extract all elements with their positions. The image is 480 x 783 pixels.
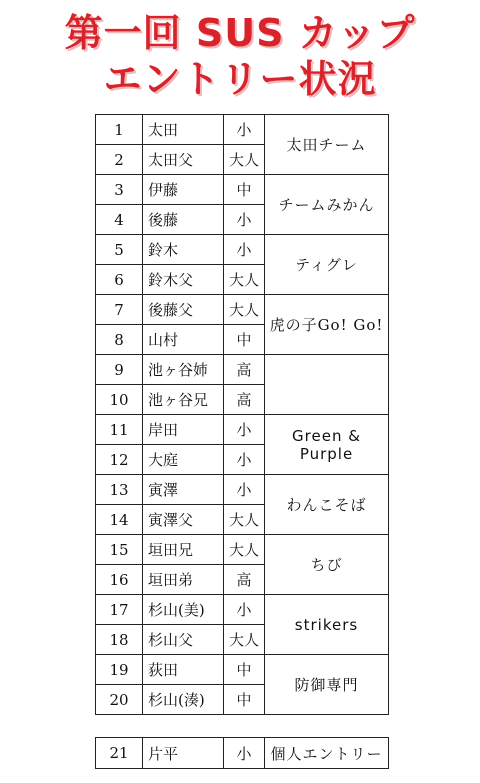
player-class: 大人 — [224, 505, 265, 535]
table-row — [96, 235, 389, 265]
player-name: 寅澤父 — [143, 505, 224, 535]
team-name: チームみかん — [265, 175, 389, 235]
table-row — [96, 655, 389, 685]
entry-number: 15 — [96, 535, 143, 565]
entry-number: 21 — [96, 738, 143, 769]
entry-number: 4 — [96, 205, 143, 235]
team-name: 個人エントリー — [265, 738, 389, 769]
player-class: 大人 — [224, 295, 265, 325]
player-class: 小 — [224, 445, 265, 475]
entry-number: 13 — [96, 475, 143, 505]
player-class: 小 — [224, 595, 265, 625]
entry-number: 2 — [96, 145, 143, 175]
player-class: 小 — [224, 235, 265, 265]
player-name: 池ヶ谷兄 — [143, 385, 224, 415]
player-name: 鈴木父 — [143, 265, 224, 295]
entry-number: 7 — [96, 295, 143, 325]
player-class: 小 — [224, 738, 265, 769]
player-name: 伊藤 — [143, 175, 224, 205]
player-name: 山村 — [143, 325, 224, 355]
entry-number: 6 — [96, 265, 143, 295]
player-name: 垣田弟 — [143, 565, 224, 595]
entry-number: 14 — [96, 505, 143, 535]
player-name: 池ヶ谷姉 — [143, 355, 224, 385]
team-name: 防御専門 — [265, 655, 389, 715]
player-class: 中 — [224, 175, 265, 205]
player-class: 中 — [224, 655, 265, 685]
player-name: 垣田兄 — [143, 535, 224, 565]
team-name: Green & Purple — [265, 415, 389, 475]
player-class: 高 — [224, 385, 265, 415]
entry-number: 9 — [96, 355, 143, 385]
individual-entry-table — [95, 737, 389, 769]
entry-number: 5 — [96, 235, 143, 265]
entry-number: 11 — [96, 415, 143, 445]
entry-number: 16 — [96, 565, 143, 595]
player-class: 高 — [224, 565, 265, 595]
player-class: 小 — [224, 205, 265, 235]
entry-number: 3 — [96, 175, 143, 205]
player-name: 杉山(湊) — [143, 685, 224, 715]
player-name: 岸田 — [143, 415, 224, 445]
player-name: 太田父 — [143, 145, 224, 175]
entry-number: 12 — [96, 445, 143, 475]
table-row — [96, 175, 389, 205]
title-line-2: エントリー状況 — [103, 57, 377, 101]
team-name: strikers — [265, 595, 389, 655]
table-row — [96, 115, 389, 145]
player-name: 後藤 — [143, 205, 224, 235]
player-class: 小 — [224, 475, 265, 505]
player-class: 大人 — [224, 265, 265, 295]
table-row — [96, 595, 389, 625]
player-name: 太田 — [143, 115, 224, 145]
entry-number: 1 — [96, 115, 143, 145]
player-class: 高 — [224, 355, 265, 385]
team-name: ちび — [265, 535, 389, 595]
player-name: 杉山(美) — [143, 595, 224, 625]
player-name: 荻田 — [143, 655, 224, 685]
player-class: 大人 — [224, 625, 265, 655]
player-name: 寅澤 — [143, 475, 224, 505]
entry-number: 20 — [96, 685, 143, 715]
team-name: 太田チーム — [265, 115, 389, 175]
team-name: ティグレ — [265, 235, 389, 295]
entry-number: 17 — [96, 595, 143, 625]
entry-table — [95, 114, 389, 715]
table-row — [96, 295, 389, 325]
table-row — [96, 738, 389, 769]
entry-number: 19 — [96, 655, 143, 685]
entry-number: 10 — [96, 385, 143, 415]
team-name: わんこそば — [265, 475, 389, 535]
player-class: 中 — [224, 685, 265, 715]
player-class: 大人 — [224, 145, 265, 175]
title-line-1: 第一回 SUS カップ — [64, 11, 416, 55]
table-row — [96, 415, 389, 445]
entry-number: 18 — [96, 625, 143, 655]
player-class: 小 — [224, 415, 265, 445]
player-name: 大庭 — [143, 445, 224, 475]
player-class: 中 — [224, 325, 265, 355]
team-name — [265, 355, 389, 415]
player-name: 杉山父 — [143, 625, 224, 655]
team-name: 虎の子Go! Go! — [265, 295, 389, 355]
player-class: 大人 — [224, 535, 265, 565]
player-name: 後藤父 — [143, 295, 224, 325]
table-row — [96, 535, 389, 565]
entry-number: 8 — [96, 325, 143, 355]
table-row — [96, 475, 389, 505]
table-row — [96, 355, 389, 385]
player-class: 小 — [224, 115, 265, 145]
player-name: 片平 — [143, 738, 224, 769]
player-name: 鈴木 — [143, 235, 224, 265]
